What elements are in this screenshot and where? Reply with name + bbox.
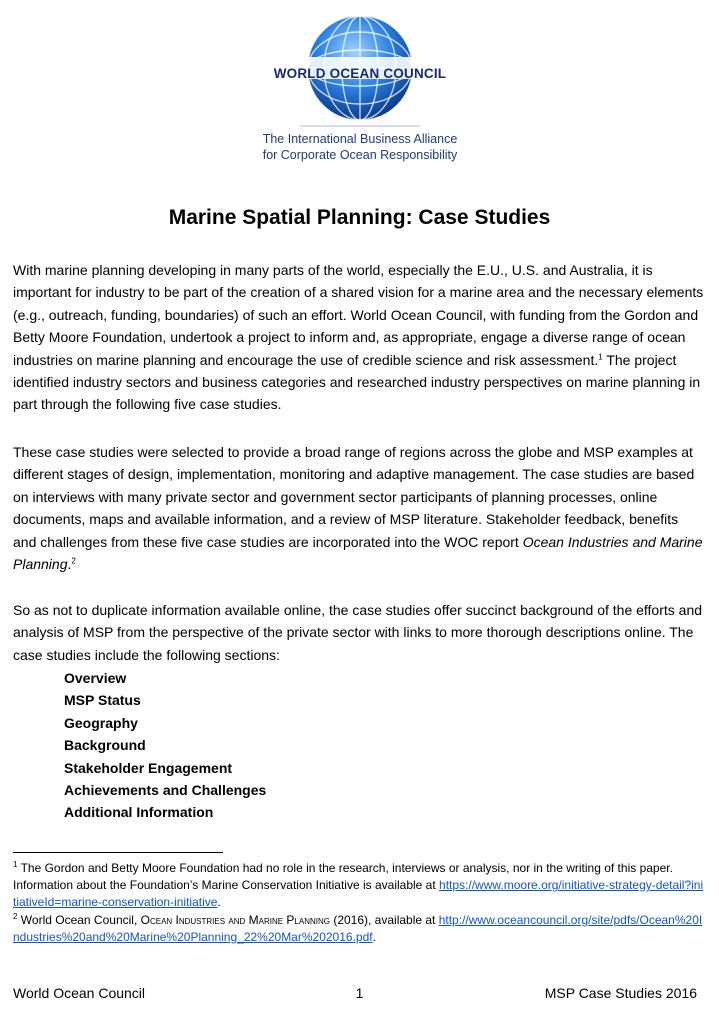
ocean-council-report-link[interactable]: http://www.oceancouncil.org/site/pdfs/Ocean%20Industries%20and%20Marine%20Planning_22%20Mar%202016.pdf: [13, 912, 703, 944]
footnote-1-text: The Gordon and Betty Moore Foundation had no role in the research, interviews or analysis, nor in the writing of this paper. Information about the Foundation’s Marine Conservation Initiative is available at: [13, 861, 673, 893]
footnotes: [13, 860, 705, 946]
section-item-stakeholder-engagement: Stakeholder Engagement: [64, 759, 233, 776]
sections-intro-paragraph: So as not to duplicate information available online, the case studies offer succinct background of the efforts and analysis of MSP from the perspective of the private sector with links to more thorough descriptions online. The case studies include the following sections:: [13, 602, 703, 663]
footnote-ref-1[interactable]: 1: [598, 351, 603, 361]
logo-tagline-line1: The International Business Alliance: [262, 132, 458, 146]
case-studies-text-a: These case studies were selected to provide a broad range of regions across the globe and MSP examples at different stages of design, implementation, monitoring and adaptive management. The case studies are based on interviews with many private sector and government sector participants of planning processes, online documents, maps and available information, and a review of MSP literature. Stakeholder feedback, benefits and challenges from these five case studies are incorporated into the WOC report: [13, 444, 695, 550]
logo-tagline-line2: for Corporate Ocean Responsibility: [262, 148, 458, 162]
section-item-achievements-challenges: Achievements and Challenges: [64, 782, 267, 799]
moore-foundation-link[interactable]: https://www.moore.org/initiative-strategy-detail?initiativeId=marine-conservation-initiative: [13, 878, 704, 910]
footnote-2: [13, 912, 705, 946]
sections-list: [64, 667, 266, 824]
world-ocean-council-logo: [240, 8, 480, 170]
footnote-1-end: .: [217, 895, 221, 910]
footnote-1-number: 1: [13, 860, 18, 869]
footer-page-number: 1: [355, 985, 364, 1001]
section-item-geography: Geography: [64, 714, 138, 731]
footnote-2-number: 2: [13, 911, 18, 921]
footnote-2-report-title: Ocean Industries and Marine Planning: [140, 912, 330, 927]
footnote-2-text-b: (2016), available at: [329, 912, 439, 927]
report-title: Ocean Industries and Marine Planning: [13, 533, 703, 573]
footnote-2-end: .: [372, 929, 376, 944]
intro-paragraph: [13, 259, 705, 416]
footnote-1: [13, 860, 705, 912]
section-item-overview: Overview: [64, 670, 127, 686]
document-title: Marine Spatial Planning: Case Studies: [168, 206, 551, 229]
footnote-ref-2[interactable]: 2: [71, 556, 76, 566]
footnote-2-text: World Ocean Council,: [17, 912, 141, 927]
section-item-msp-status: MSP Status: [64, 692, 141, 709]
case-studies-paragraph: [13, 441, 705, 575]
intro-text-b: The project identified industry sectors and business categories and researched industry perspectives on marine planning in part through the following five case studies.: [13, 351, 701, 413]
section-item-additional-information: Additional Information: [64, 804, 214, 821]
footer-organization: World Ocean Council: [13, 985, 146, 1001]
footer-document-name: MSP Case Studies 2016: [544, 985, 697, 1001]
logo-org-name: WORLD OCEAN COUNCIL: [273, 66, 447, 81]
intro-text-a: With marine planning developing in many parts of the world, especially the E.U., U.S. and Australia, it is important for industry to be part of the creation of a shared vision for a marine area and the necessary elements (e.g., outreach, funding, boundaries) of such an effort. World Ocean Council, with funding from the Gordon and Betty Moore Foundation, undertook a project to inform and, as appropriate, engage a diverse range of ocean industries on marine planning and encourage the use of credible science and risk assessment.: [13, 262, 704, 368]
case-studies-text-b: .: [67, 556, 72, 573]
section-item-background: Background: [64, 737, 146, 754]
footnote-divider: [13, 852, 223, 853]
